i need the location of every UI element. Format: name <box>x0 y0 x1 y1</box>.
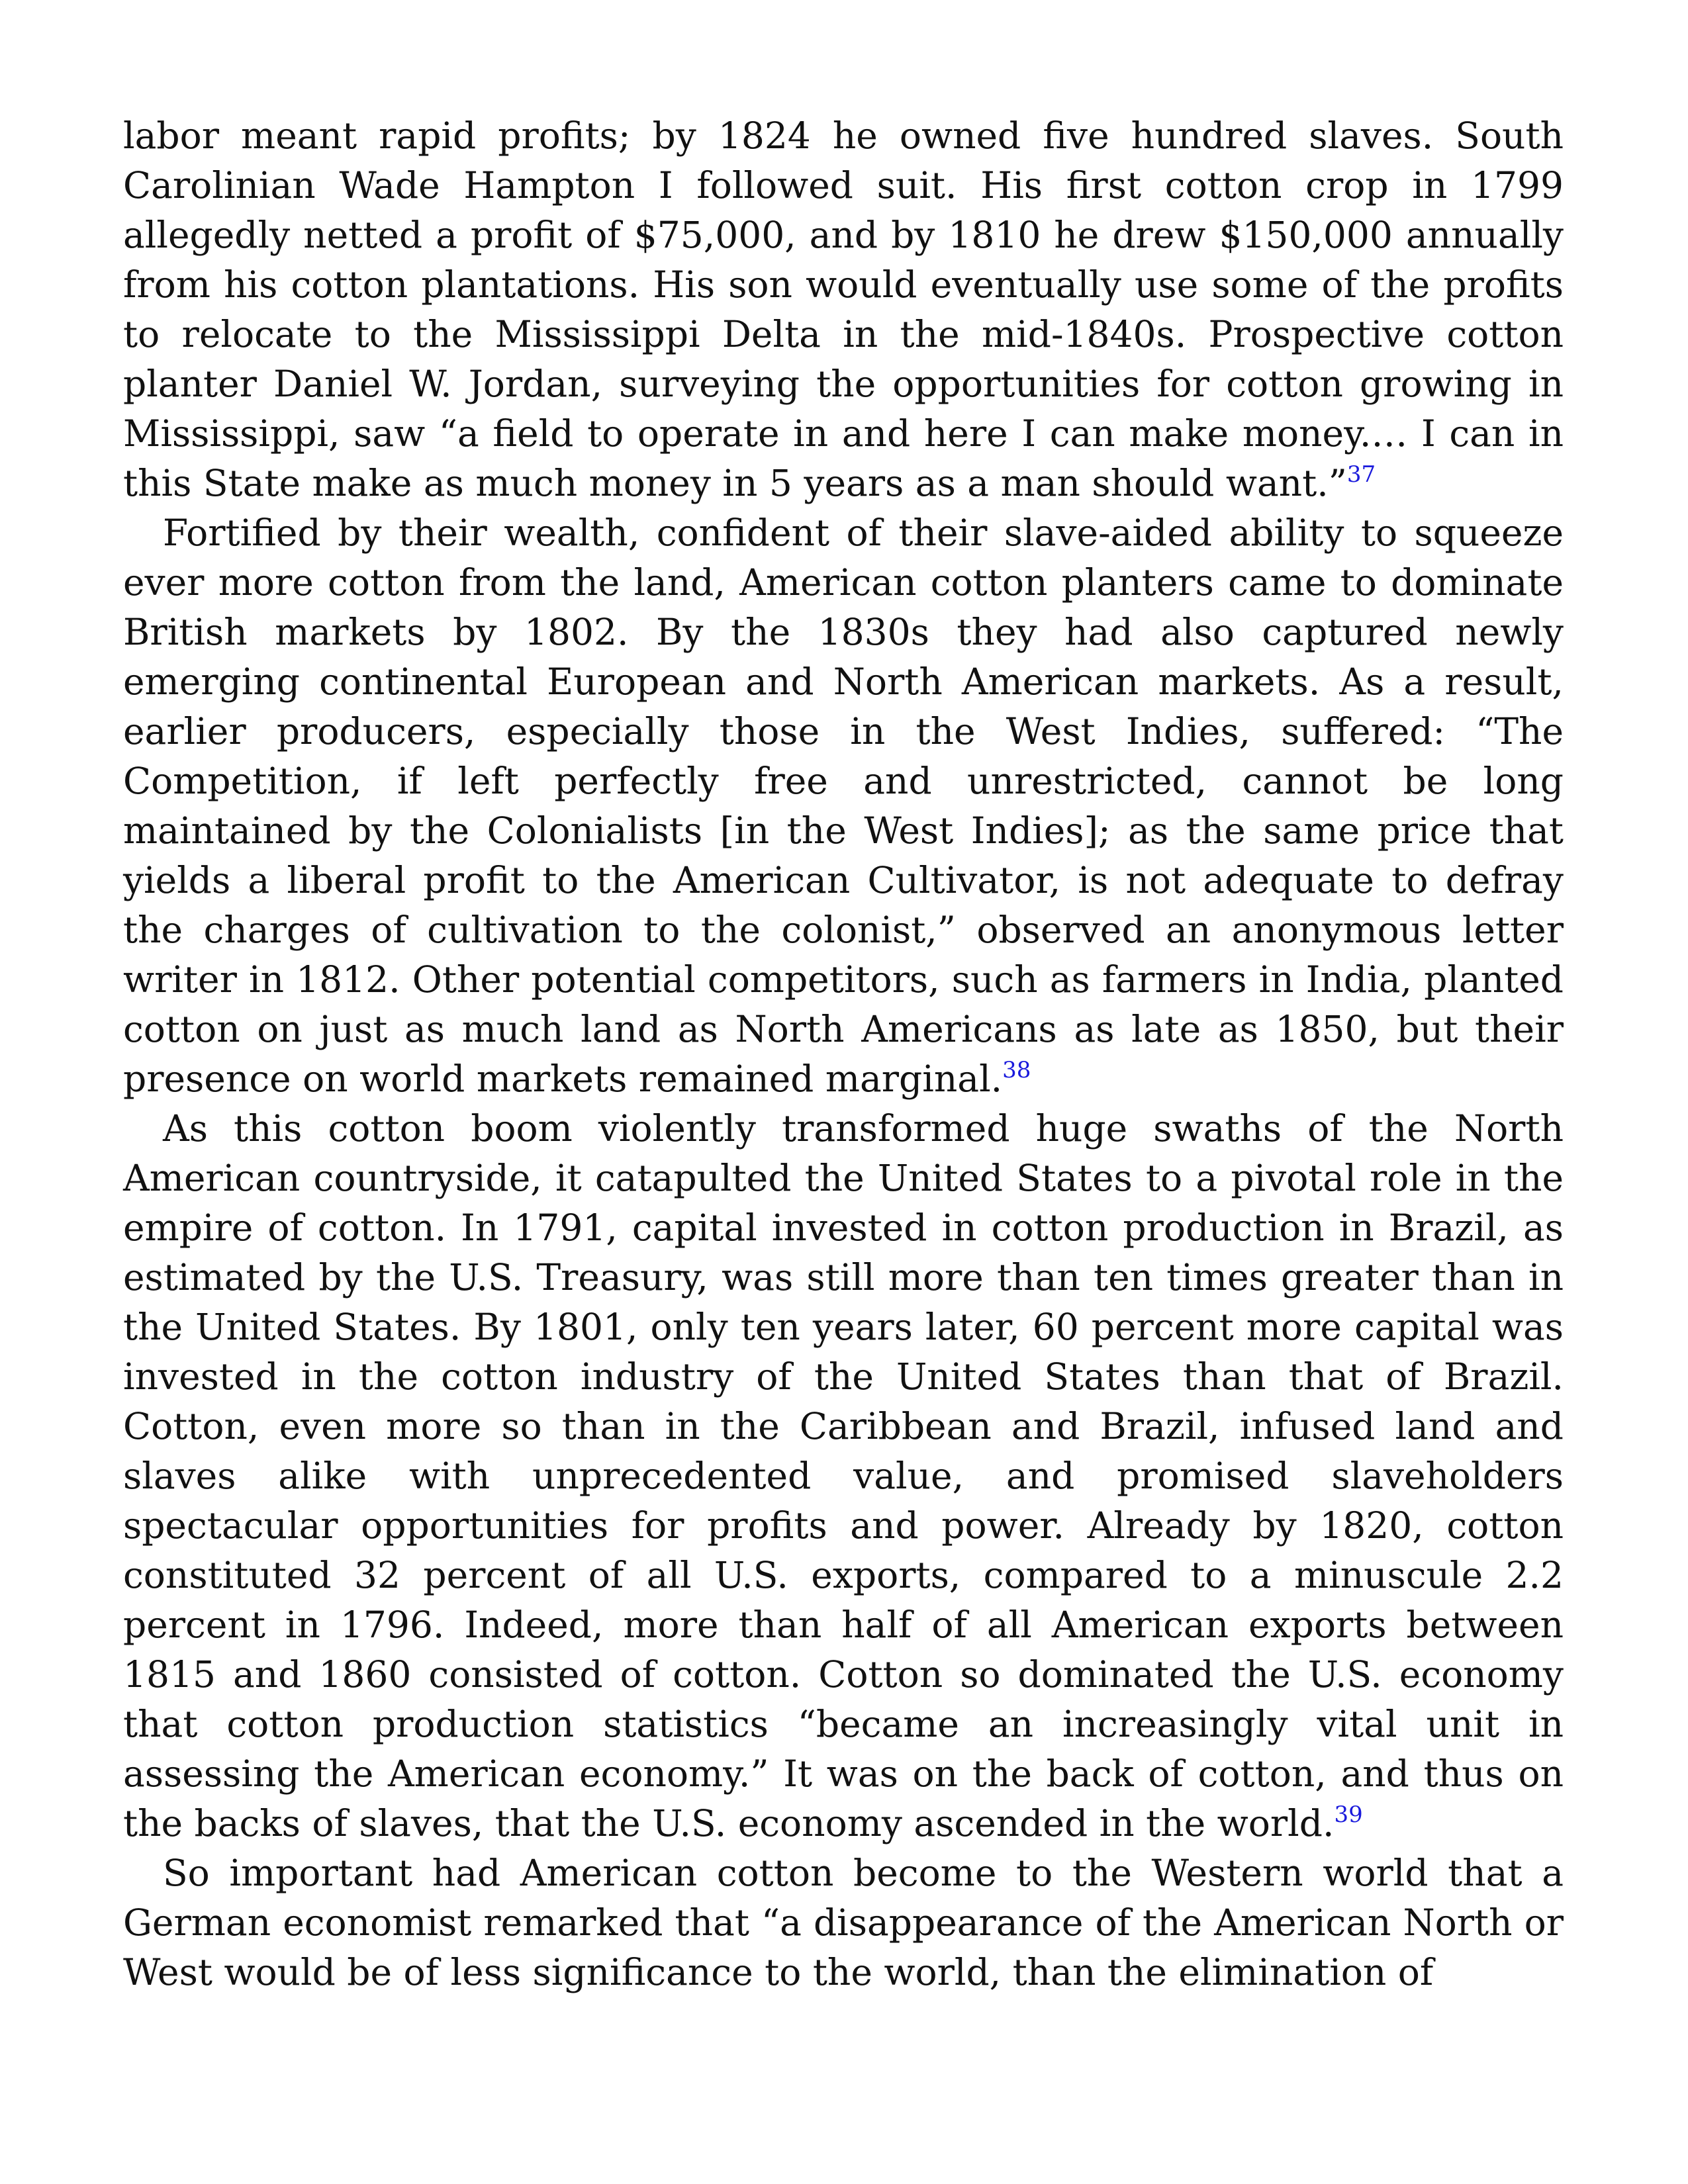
paragraph-4 <box>123 1848 1564 1997</box>
footnote-39-link[interactable]: 39 <box>1334 1801 1363 1828</box>
paragraph-4-text: So important had American cotton become to the Western world that a German economist remarked that “a disappearance of the American North or West would be of less significance to the world, than the elimination of <box>123 1852 1564 1993</box>
paragraph-3 <box>123 1104 1564 1848</box>
footnote-38-link[interactable]: 38 <box>1002 1057 1031 1083</box>
paragraph-1 <box>123 111 1564 508</box>
paragraph-1-text: labor meant rapid profits; by 1824 he owned five hundred slaves. South Carolinian Wade Hampton I followed suit. His first cotton crop in 1799 allegedly netted a profit of $75,000, and by 1810 he drew $150,000 annually from his cotton plantations. His son would eventually use some of the profits to relocate to the Mississippi Delta in the mid-1840s. Prospective cotton planter Daniel W. Jordan, surveying the opportunities for cotton growing in Mississippi, saw “a field to operate in and here I can make money.… I can in this State make as much money in 5 years as a man should want.” <box>123 114 1564 504</box>
paragraph-2 <box>123 508 1564 1104</box>
paragraph-2-text: Fortified by their wealth, confident of their slave-aided ability to squeeze ever more cotton from the land, American cotton planters came to dominate British markets by 1802. By the 1830s they had also captured newly emerging continental European and North American markets. As a result, earlier producers, especially those in the West Indies, suffered: “The Competition, if left perfectly free and unrestricted, cannot be long maintained by the Colonialists [in the West Indies]; as the same price that yields a liberal profit to the American Cultivator, is not adequate to defray the charges of cultivation to the colonist,” observed an anonymous letter writer in 1812. Other potential competitors, such as farmers in India, planted cotton on just as much land as North Americans as late as 1850, but their presence on world markets remained marginal. <box>123 512 1564 1100</box>
paragraph-3-text: As this cotton boom violently transformed huge swaths of the North American countryside, it catapulted the United States to a pivotal role in the empire of cotton. In 1791, capital invested in cotton production in Brazil, as estimated by the U.S. Treasury, was still more than ten times greater than in the United States. By 1801, only ten years later, 60 percent more capital was invested in the cotton industry of the United States than that of Brazil. Cotton, even more so than in the Caribbean and Brazil, infused land and slaves alike with unprecedented value, and promised slaveholders spectacular opportunities for profits and power. Already by 1820, cotton constituted 32 percent of all U.S. exports, compared to a minuscule 2.2 percent in 1796. Indeed, more than half of all American exports between 1815 and 1860 consisted of cotton. Cotton so dominated the U.S. economy that cotton production statistics “became an increasingly vital unit in assessing the American economy.” It was on the back of cotton, and thus on the backs of slaves, that the U.S. economy ascended in the world. <box>123 1107 1564 1844</box>
footnote-37-link[interactable]: 37 <box>1346 461 1376 488</box>
book-page <box>123 111 1564 1997</box>
